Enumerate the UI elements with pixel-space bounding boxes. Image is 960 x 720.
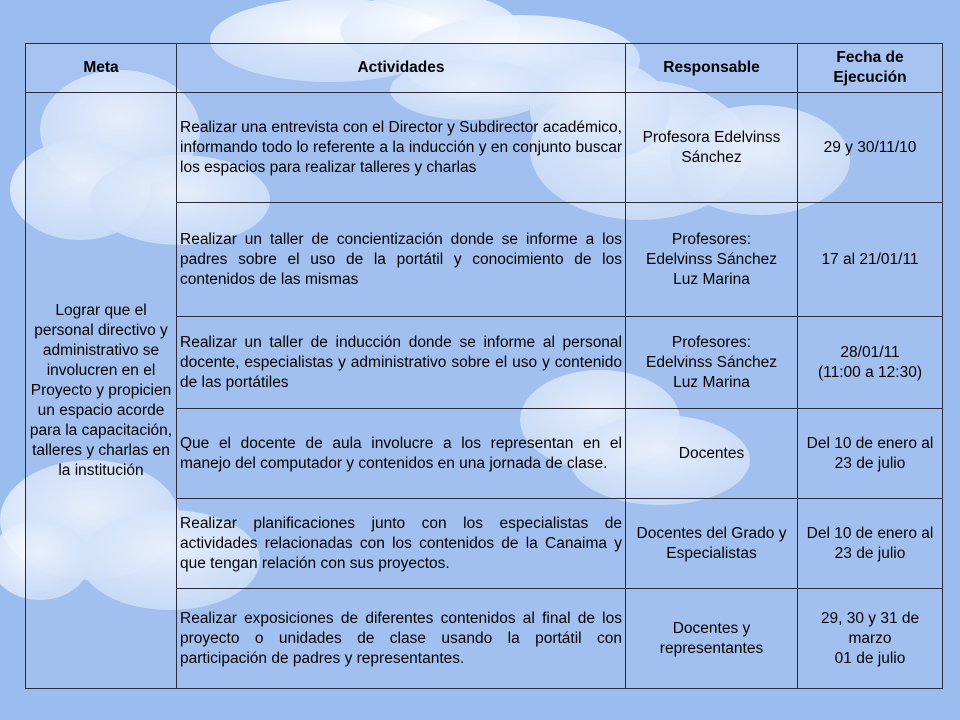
fecha-line: Del 10 de enero al 23 de julio [806,524,934,562]
fecha-cell [798,409,943,499]
responsable-line: Luz Marina [673,270,750,288]
responsable-line: Edelvinss Sánchez [646,353,777,371]
activity-cell: Realizar exposiciones de diferentes contenidos al final de los proyecto o unidades de clase usando la portátil con participación de padres y representantes. [177,589,626,689]
responsable-line: Docentes [678,444,745,462]
responsable-line: Docentes del Grado y Especialistas [636,524,787,562]
responsable-line: Profesora Edelvinss Sánchez [642,128,781,166]
header-meta: Meta [26,44,177,93]
meta-cell: Lograr que el personal directivo y administrativo se involucren en el Proyecto y propicien un espacio acorde para la capacitación, talleres y charlas en la institución [26,93,177,689]
activity-cell: Realizar una entrevista con el Director y Subdirector académico, informando todo lo referente a la inducción y en conjunto buscar los espacios para realizar talleres y charlas [177,93,626,203]
fecha-line: Del 10 de enero al 23 de julio [806,434,934,472]
responsable-line: Profesores: [671,333,752,351]
activity-cell: Realizar un taller de inducción donde se informe al personal docente, especialistas y administrativo sobre el uso y contenido de las portátiles [177,317,626,409]
responsable-cell [626,93,798,203]
responsable-line: Luz Marina [673,373,750,391]
fecha-line: 29 y 30/11/10 [823,138,917,156]
fecha-line: 28/01/11 [840,343,900,361]
responsable-cell [626,317,798,409]
responsable-line: Profesores: [671,230,752,248]
activity-plan-table [25,43,943,689]
responsable-line: Edelvinss Sánchez [646,250,777,268]
fecha-line: 01 de julio [834,649,906,667]
fecha-line: (11:00 a 12:30) [818,363,922,381]
fecha-cell [798,203,943,317]
responsable-cell [626,499,798,589]
header-responsable: Responsable [626,44,798,93]
table-row [26,93,943,203]
responsable-line: Docentes y representantes [659,619,764,657]
fecha-line: 17 al 21/01/11 [821,250,919,268]
responsable-cell [626,203,798,317]
header-actividades: Actividades [177,44,626,93]
fecha-cell [798,317,943,409]
fecha-line: 29, 30 y 31 de marzo [820,609,920,647]
responsable-cell [626,589,798,689]
activity-cell: Realizar planificaciones junto con los especialistas de actividades relacionadas con los contenidos de la Canaima y que tengan relación con sus proyectos. [177,499,626,589]
header-fecha: Fecha de Ejecución [798,44,943,93]
activity-cell: Realizar un taller de concientización donde se informe a los padres sobre el uso de la portátil y conocimiento de los contenidos de las mismas [177,203,626,317]
fecha-cell [798,499,943,589]
fecha-cell [798,93,943,203]
header-row [26,44,943,93]
activity-cell: Que el docente de aula involucre a los representan en el manejo del computador y contenidos en una jornada de clase. [177,409,626,499]
fecha-cell [798,589,943,689]
responsable-cell [626,409,798,499]
